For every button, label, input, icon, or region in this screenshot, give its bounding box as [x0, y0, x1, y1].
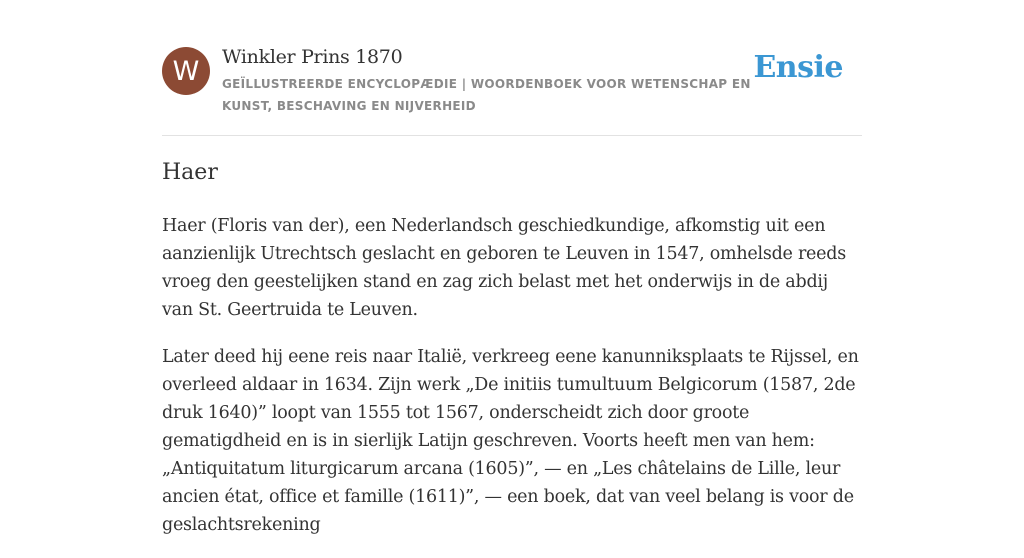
entry-paragraph: Haer (Floris van der), een Nederlandsch geschiedkundige, afkomstig uit een aanzienlijk Utrechtsch geslacht en geboren te Leuven in 1547, omhelsde reeds vroeg den geestelijken stand en zag zich belast met het onderwijs in de abdij van St. Geertruida te Leuven.: [162, 216, 846, 320]
book-title[interactable]: Winkler Prins 1870: [222, 46, 403, 68]
book-header: [162, 0, 862, 136]
entry-title: Haer: [162, 160, 218, 185]
avatar[interactable]: W: [162, 47, 210, 95]
book-subtitle: GEÏLLUSTREERDE ENCYCLOPÆDIE | WOORDENBOEK VOOR WETENSCHAP EN KUNST, BESCHAVING EN NIJVERHEID: [222, 77, 751, 113]
entry-content: [162, 212, 862, 558]
entry-paragraph: Later deed hij eene reis naar Italië, verkreeg eene kanunniksplaats te Rijssel, en overleed aldaar in 1634. Zijn werk „De initiis tumultuum Belgicorum (1587, 2de druk 1640)” loopt van 1555 tot 1567, onderscheidt zich door groote gematigdheid en is in sierlijk Latijn geschreven. Voorts heeft men van hem: „Antiquitatum liturgicarum arcana (1605)”, — en „Les châtelains de Lille, leur ancien état, office et famille (1611)”, — een boek, dat van veel belang is voor de geslachtsrekening: [162, 347, 859, 535]
page-container: [162, 0, 862, 535]
brand-logo-link[interactable]: Ensie: [753, 50, 843, 85]
